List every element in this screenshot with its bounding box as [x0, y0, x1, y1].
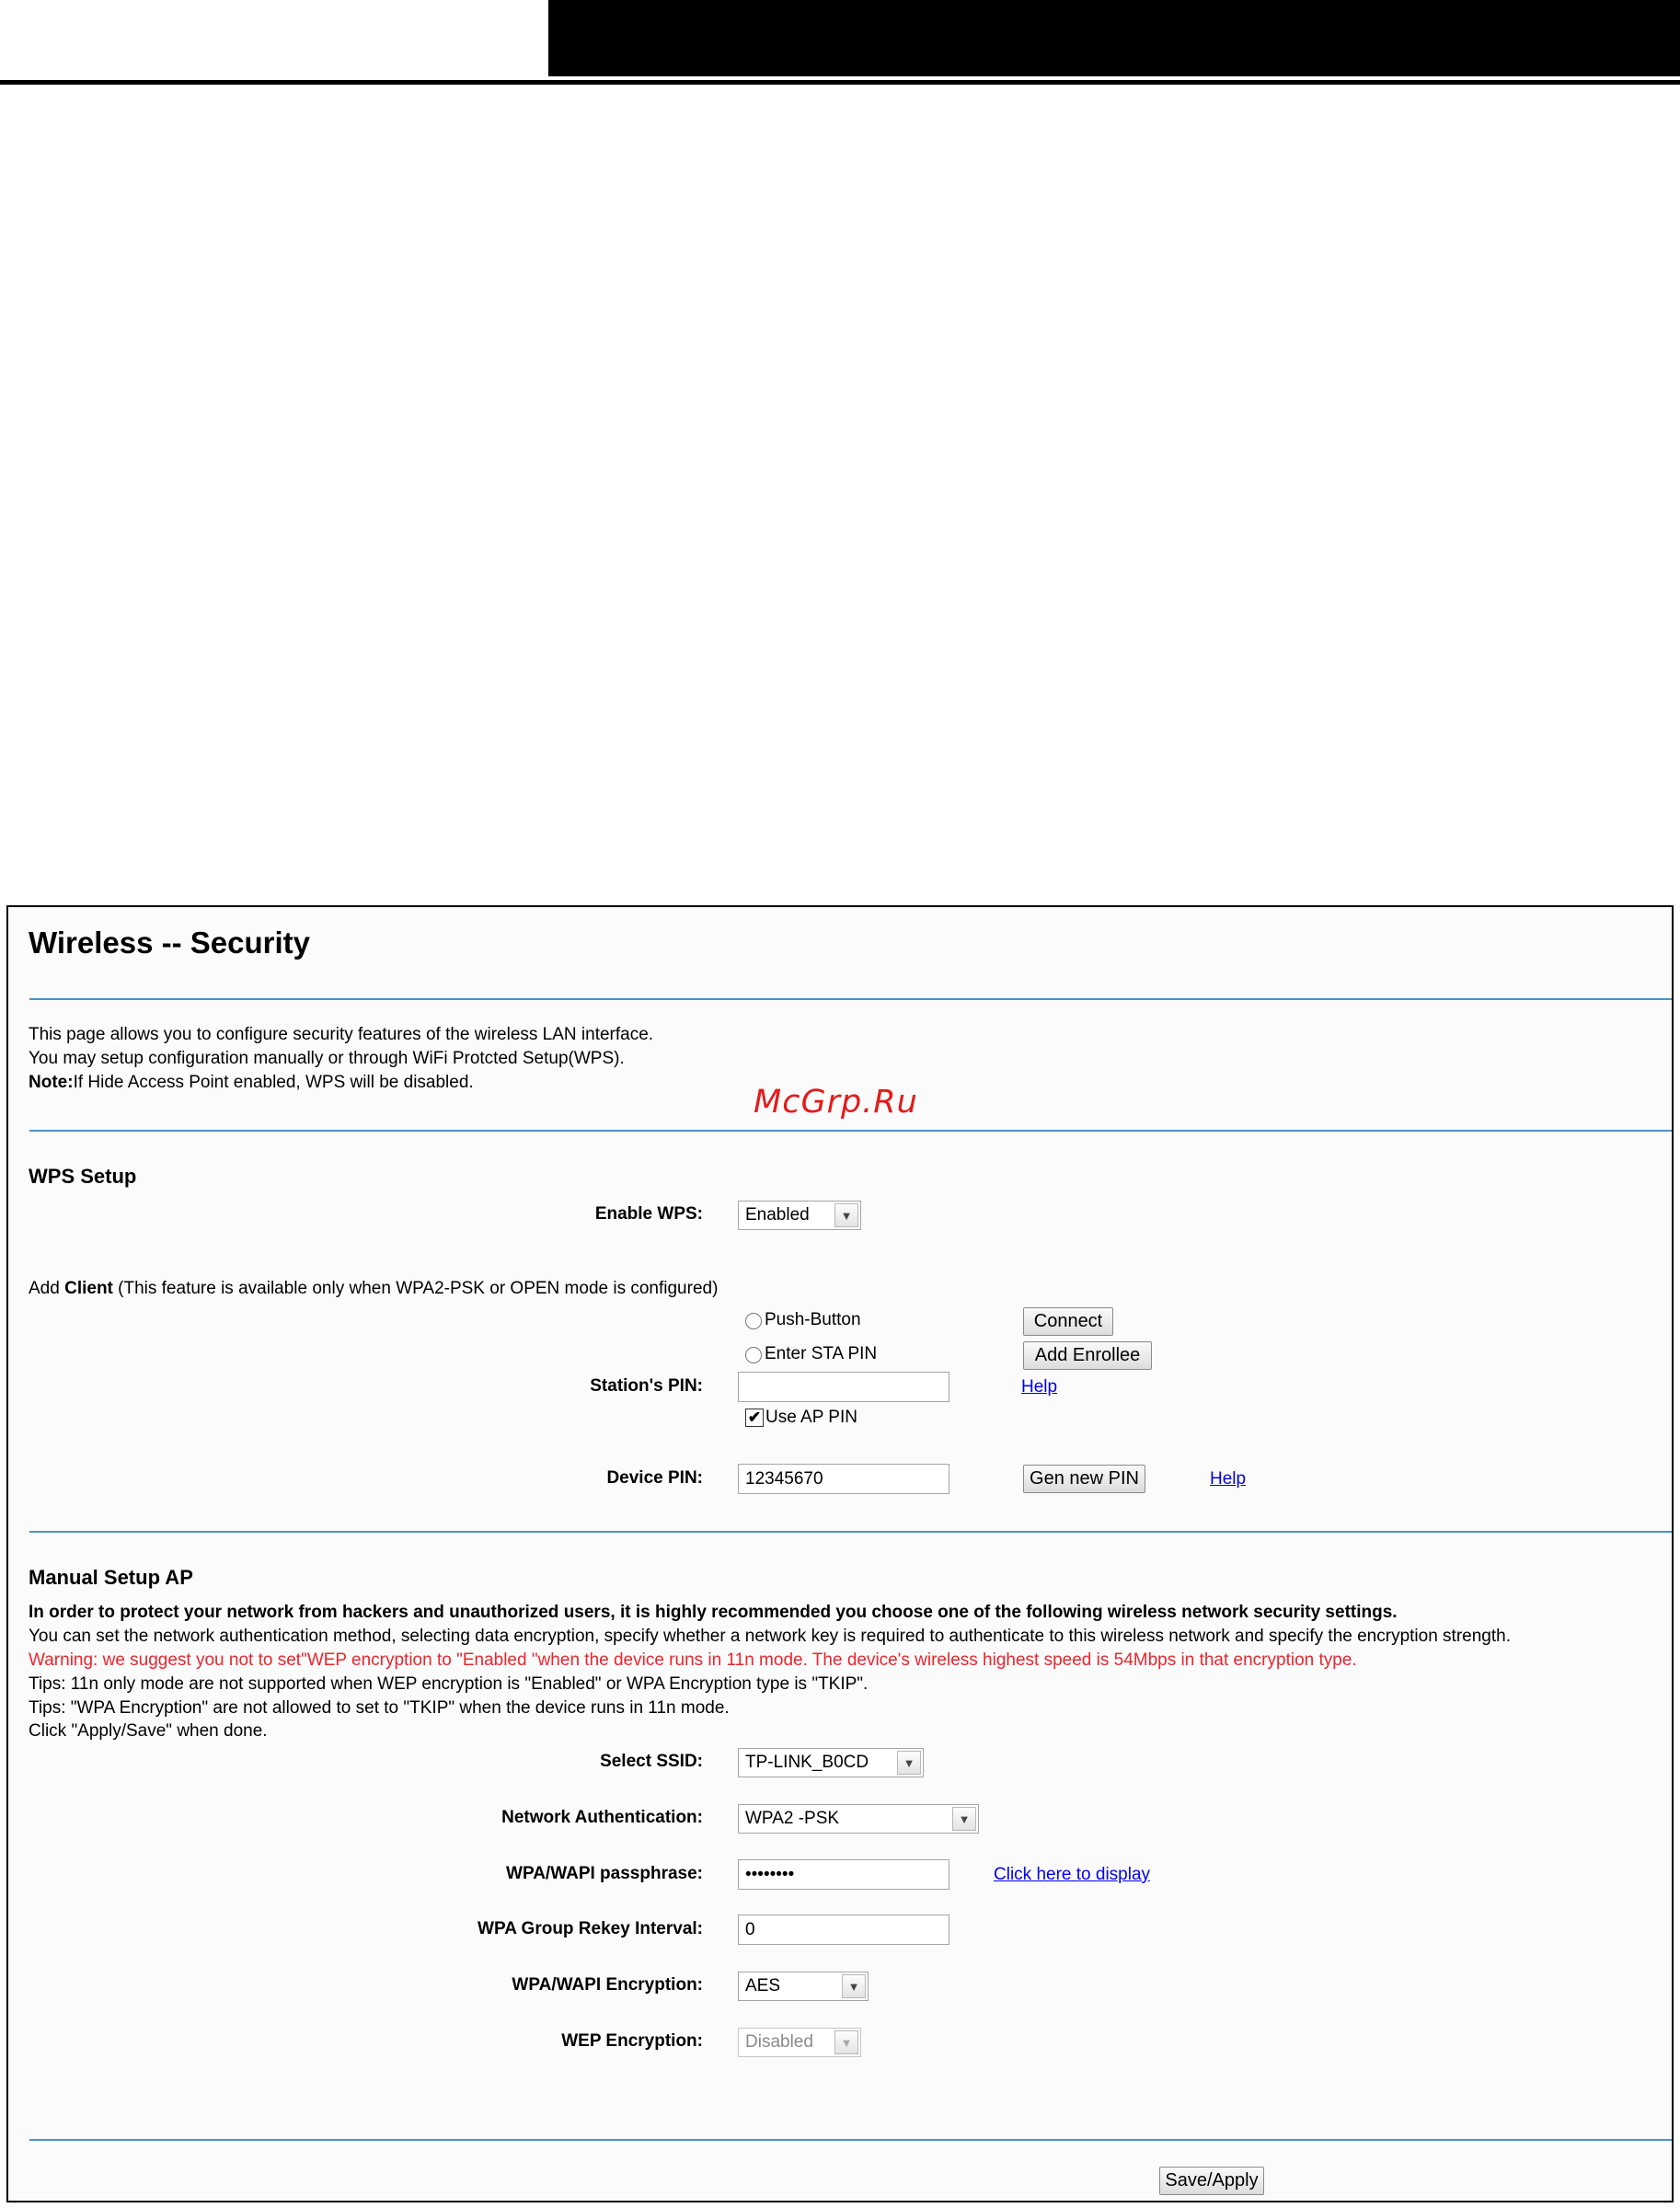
station-pin-help-link[interactable]: Help: [1021, 1377, 1058, 1397]
manual-setup-heading: Manual Setup AP: [29, 1566, 193, 1589]
gen-new-pin-button[interactable]: Gen new PIN: [1023, 1465, 1145, 1493]
document-header-rule: [0, 80, 1680, 85]
rekey-interval-input[interactable]: 0: [738, 1915, 949, 1945]
use-ap-pin-checkbox[interactable]: [745, 1409, 764, 1427]
passphrase-label: WPA/WAPI passphrase:: [506, 1864, 703, 1883]
add-client-word: Client: [64, 1279, 113, 1298]
section-divider: [29, 2139, 1672, 2141]
manual-description: You can set the network authentication method, selecting data encryption, specify whether a network key is required to authenticate to this wireless network and specify the encryption strength.: [29, 1627, 1511, 1646]
manual-tip-1: Tips: 11n only mode are not supported when WEP encryption is "Enabled" or WPA Encryption type is "TKIP".: [29, 1674, 869, 1694]
network-auth-select[interactable]: [738, 1804, 979, 1834]
enter-sta-pin-radio[interactable]: [745, 1347, 762, 1363]
chevron-down-icon: ▼: [897, 1751, 921, 1775]
wep-encryption-select: [738, 2028, 861, 2057]
manual-recommendation: In order to protect your network from hackers and unauthorized users, it is highly recommended you choose one of the following wireless network security settings.: [29, 1603, 1398, 1622]
connect-button[interactable]: Connect: [1023, 1307, 1113, 1336]
device-pin-help-link[interactable]: Help: [1210, 1469, 1247, 1489]
passphrase-input[interactable]: ••••••••: [738, 1859, 949, 1890]
add-client-prefix: Add: [29, 1279, 65, 1298]
network-auth-value: WPA2 -PSK: [745, 1809, 840, 1828]
enter-sta-pin-label: Enter STA PIN: [765, 1344, 878, 1363]
ssid-label: Select SSID:: [600, 1752, 703, 1771]
note-text: If Hide Access Point enabled, WPS will be disabled.: [73, 1073, 474, 1092]
wpa-encryption-label: WPA/WAPI Encryption:: [512, 1975, 703, 1995]
use-ap-pin-label: Use AP PIN: [765, 1408, 857, 1427]
rekey-interval-label: WPA Group Rekey Interval:: [478, 1919, 703, 1938]
network-auth-label: Network Authentication:: [501, 1808, 703, 1827]
document-header-bar: [548, 0, 1680, 76]
chevron-down-icon: ▼: [952, 1807, 976, 1831]
manual-warning: Warning: we suggest you not to set"WEP encryption to "Enabled "when the device runs in 11n mode. The device's wireless highest speed is 54Mbps in that encryption type.: [29, 1650, 1357, 1670]
display-passphrase-link[interactable]: Click here to display: [994, 1865, 1151, 1884]
enable-wps-value: Enabled: [745, 1205, 810, 1225]
push-button-label: Push-Button: [765, 1310, 861, 1329]
ssid-value: TP-LINK_B0CD: [745, 1753, 869, 1772]
add-client-line: [29, 1277, 718, 1301]
enable-wps-select[interactable]: [738, 1201, 861, 1230]
section-divider: [29, 998, 1672, 1000]
wep-encryption-value: Disabled: [745, 2032, 813, 2052]
router-config-screenshot: [6, 905, 1674, 2202]
manual-tip-2: Tips: "WPA Encryption" are not allowed to set to "TKIP" when the device runs in 11n mode.: [29, 1698, 730, 1718]
intro-line-2: You may setup configuration manually or through WiFi Protcted Setup(WPS).: [29, 1049, 625, 1068]
manual-click-instruction: Click "Apply/Save" when done.: [29, 1721, 268, 1741]
station-pin-input[interactable]: [738, 1372, 949, 1402]
wps-heading: WPS Setup: [29, 1165, 137, 1188]
check-icon: ✔: [747, 1409, 762, 1426]
save-apply-button[interactable]: Save/Apply: [1159, 2167, 1264, 2195]
watermark: McGrp.Ru: [754, 1084, 918, 1121]
wep-encryption-label: WEP Encryption:: [561, 2031, 703, 2051]
note-label: Note:: [29, 1073, 74, 1092]
note-line: [29, 1071, 474, 1095]
ssid-select[interactable]: [738, 1748, 924, 1777]
chevron-down-icon: ▼: [834, 1203, 858, 1227]
push-button-radio[interactable]: [745, 1313, 762, 1329]
section-divider: [29, 1531, 1672, 1533]
enable-wps-label: Enable WPS:: [594, 1204, 703, 1224]
wpa-encryption-value: AES: [745, 1976, 781, 1995]
intro-line-1: This page allows you to configure security features of the wireless LAN interface.: [29, 1025, 654, 1044]
add-client-suffix: (This feature is available only when WPA2-PSK or OPEN mode is configured): [112, 1279, 719, 1298]
chevron-down-icon: ▼: [842, 1974, 866, 1998]
wpa-encryption-select[interactable]: [738, 1972, 869, 2001]
add-enrollee-button[interactable]: Add Enrollee: [1023, 1341, 1152, 1370]
device-pin-input[interactable]: 12345670: [738, 1464, 949, 1494]
section-divider: [29, 1130, 1672, 1132]
chevron-down-icon: ▼: [834, 2030, 858, 2054]
page-title: Wireless -- Security: [29, 926, 310, 960]
station-pin-label: Station's PIN:: [590, 1376, 703, 1396]
device-pin-label: Device PIN:: [606, 1468, 703, 1488]
